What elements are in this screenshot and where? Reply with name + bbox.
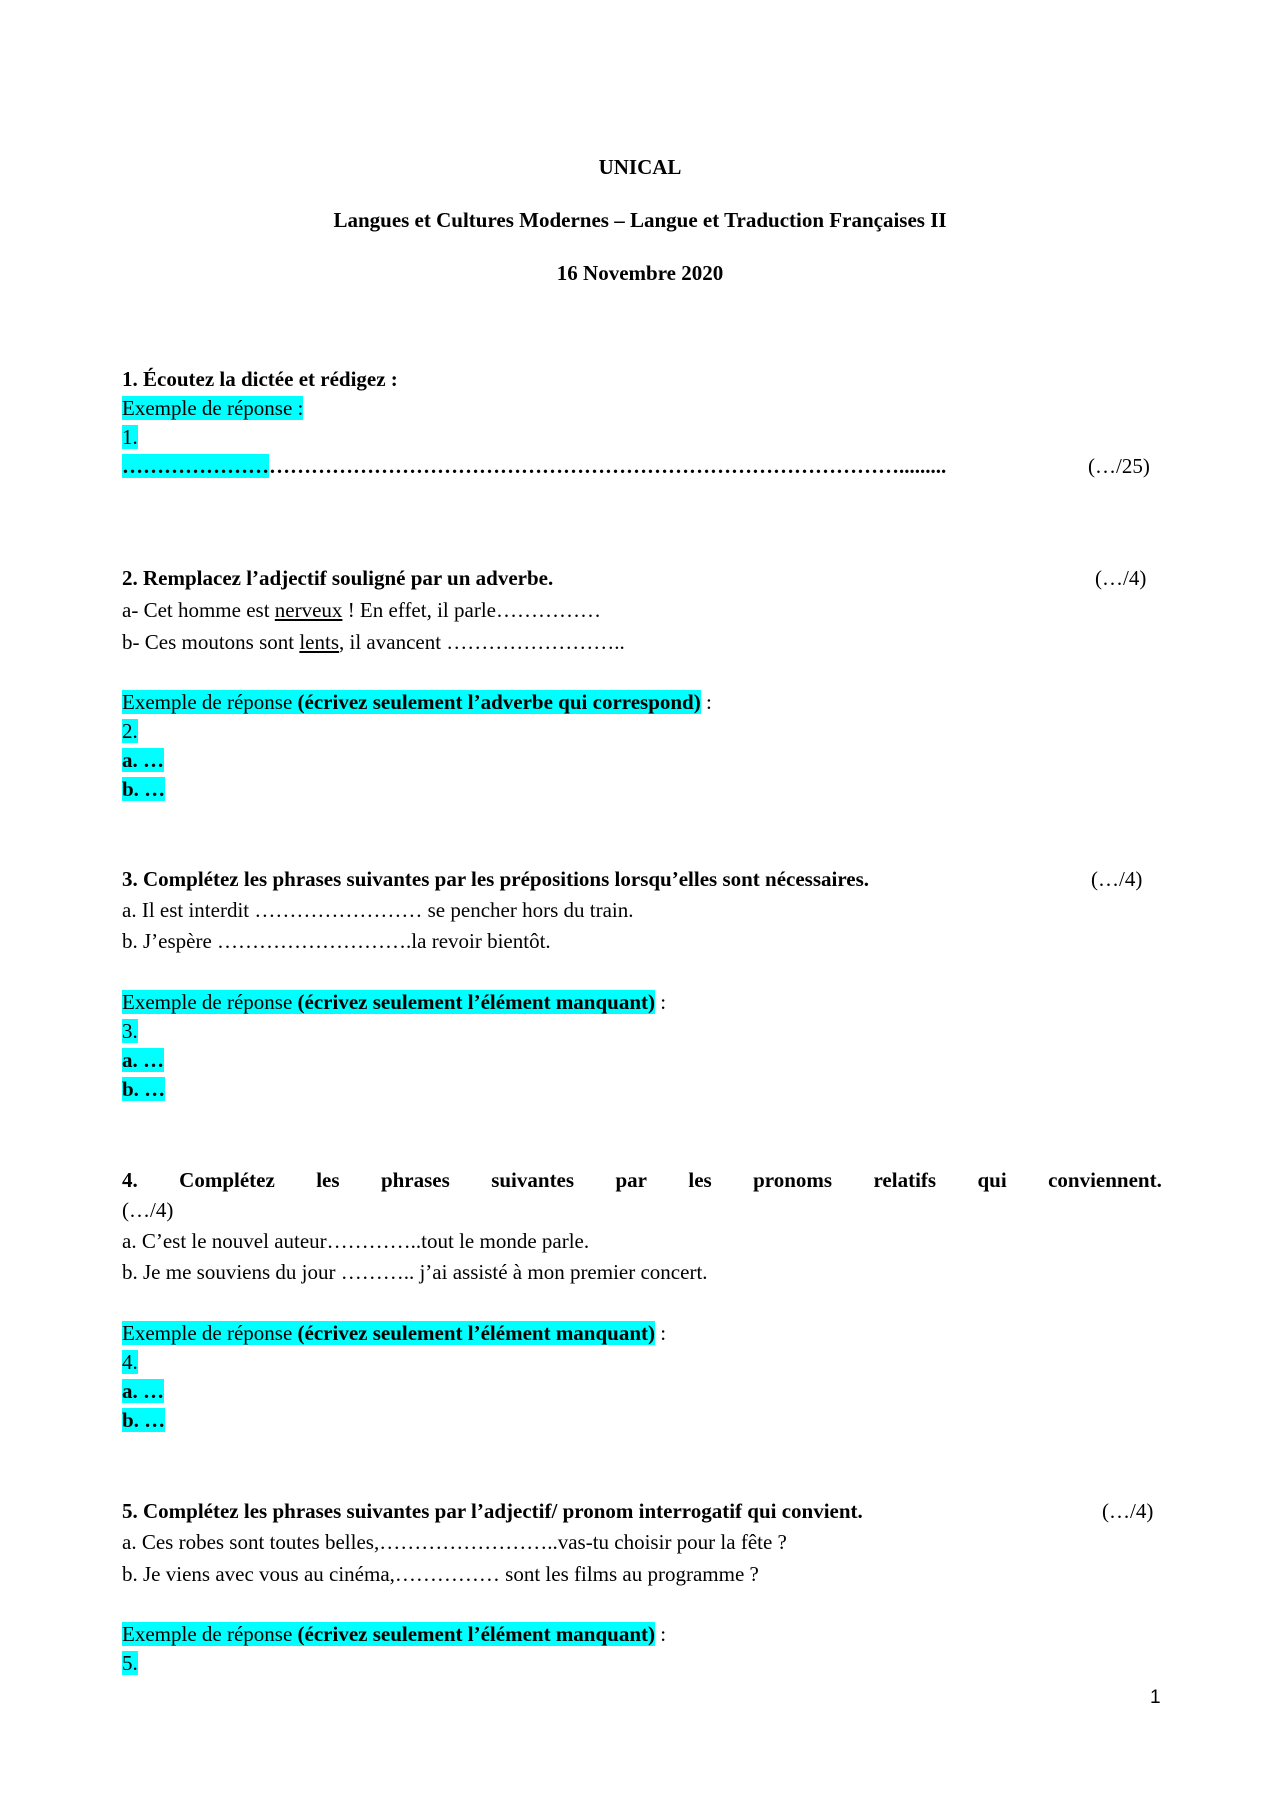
q4-title-word: par xyxy=(615,1168,647,1192)
q3-answer-b: b. … xyxy=(122,1077,166,1101)
q4-example-label: Exemple de réponse (écrivez seulement l’élément manquant) : xyxy=(122,1321,667,1345)
q4-title-word: pronoms xyxy=(753,1168,833,1192)
q5-example-label: Exemple de réponse (écrivez seulement l’élément manquant) : xyxy=(122,1622,667,1646)
q2-answer-b: b. … xyxy=(122,777,166,801)
q3-example-label: Exemple de réponse (écrivez seulement l’élément manquant) : xyxy=(122,990,667,1014)
q1-example-label: Exemple de réponse : xyxy=(122,396,304,420)
q2-example-label: Exemple de réponse (écrivez seulement l’adverbe qui correspond) : xyxy=(122,690,712,714)
q4-points: (…/4) xyxy=(122,1198,174,1222)
q4-title-word: les xyxy=(316,1168,340,1192)
q4-title xyxy=(122,1167,1162,1193)
q4-title-word: relatifs xyxy=(873,1168,937,1192)
q2-sentence-b: b- Ces moutons sont lents, il avancent …………………….. xyxy=(122,630,625,654)
q1-points: (…/25) xyxy=(1088,454,1150,478)
q4-title-word: les xyxy=(688,1168,712,1192)
q5-sentence-a: a. Ces robes sont toutes belles,……………………..vas-tu choisir pour la fête ? xyxy=(122,1530,787,1554)
q3-sentence-b: b. J’espère ……………………….la revoir bientôt. xyxy=(122,929,551,953)
q1-answer-number: 1. xyxy=(122,425,138,449)
q5-sentence-b: b. Je viens avec vous au cinéma,…………… sont les films au programme ? xyxy=(122,1562,759,1586)
q4-title-word: conviennent. xyxy=(1048,1168,1162,1192)
q2-sentence-a: a- Cet homme est nerveux ! En effet, il parle…………… xyxy=(122,598,601,622)
q4-title-word: Complétez xyxy=(179,1168,275,1192)
q4-answer-a: a. … xyxy=(122,1379,164,1403)
exam-date: 16 Novembre 2020 xyxy=(556,261,724,285)
q2-answer-number: 2. xyxy=(122,719,138,743)
q3-answer-number: 3. xyxy=(122,1019,138,1043)
q1-answer-line: …………………………………………………………………………………………………......... xyxy=(122,454,947,478)
q4-title-word: 4. xyxy=(122,1168,138,1192)
q4-answer-b: b. … xyxy=(122,1408,166,1432)
q2-answer-a: a. … xyxy=(122,748,164,772)
university-title: UNICAL xyxy=(598,155,682,179)
q5-title: 5. Complétez les phrases suivantes par l’adjectif/ pronom interrogatif qui convient. xyxy=(122,1499,863,1523)
q4-title-word: phrases xyxy=(380,1168,450,1192)
q4-sentence-a: a. C’est le nouvel auteur…………..tout le monde parle. xyxy=(122,1229,590,1253)
q5-points: (…/4) xyxy=(1102,1499,1154,1523)
q1-title: 1. Écoutez la dictée et rédigez : xyxy=(122,367,398,391)
q5-answer-number: 5. xyxy=(122,1651,138,1675)
q3-title: 3. Complétez les phrases suivantes par les prépositions lorsqu’elles sont nécessaires. xyxy=(122,867,870,891)
q3-sentence-a: a. Il est interdit …………………… se pencher hors du train. xyxy=(122,898,634,922)
q2-title: 2. Remplacez l’adjectif souligné par un adverbe. xyxy=(122,566,554,590)
q3-answer-a: a. … xyxy=(122,1048,164,1072)
course-title: Langues et Cultures Modernes – Langue et Traduction Françaises II xyxy=(333,208,947,232)
q4-title-word: suivantes xyxy=(491,1168,575,1192)
q3-points: (…/4) xyxy=(1091,867,1143,891)
q4-sentence-b: b. Je me souviens du jour ……….. j’ai assisté à mon premier concert. xyxy=(122,1260,708,1284)
q4-answer-number: 4. xyxy=(122,1350,138,1374)
q4-title-word: qui xyxy=(977,1168,1007,1192)
page-number: 1 xyxy=(1150,1687,1161,1708)
q2-points: (…/4) xyxy=(1095,566,1147,590)
